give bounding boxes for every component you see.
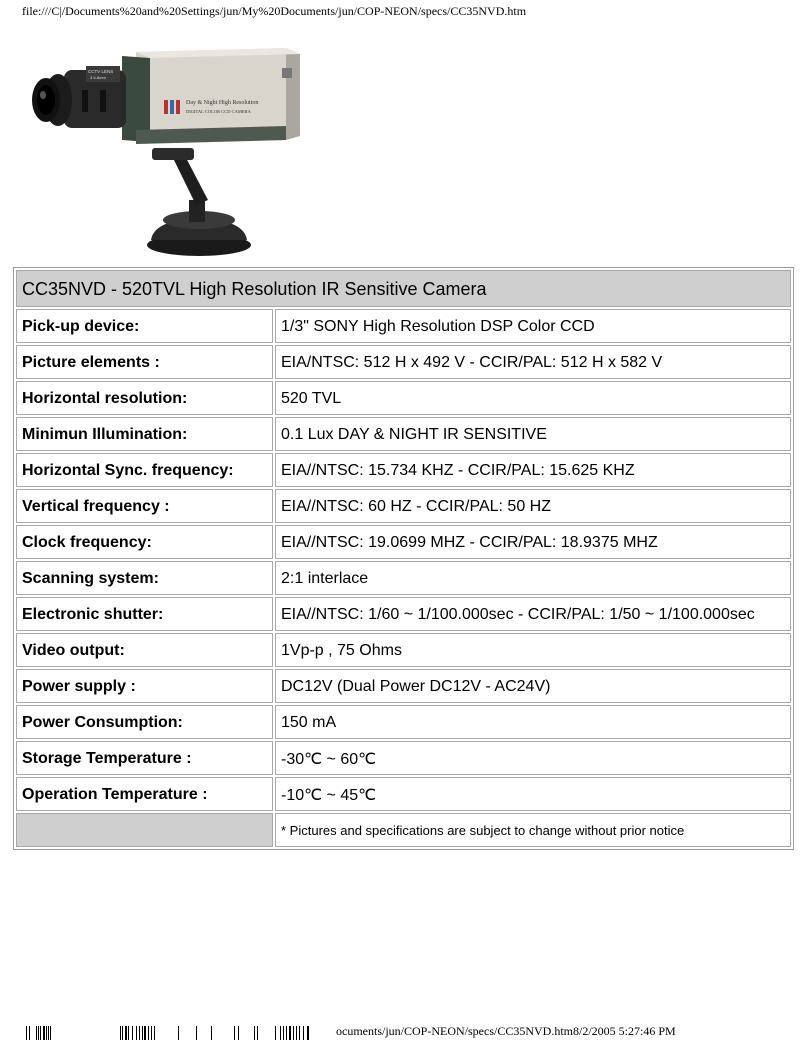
- spec-label: Electronic shutter:: [16, 597, 273, 631]
- spec-value: EIA/NTSC: 512 H x 492 V - CCIR/PAL: 512 H x 582 V: [275, 345, 791, 379]
- footer-url-timestamp: ocuments/jun/COP-NEON/specs/CC35NVD.htm8/2/2005 5:27:46 PM: [336, 1024, 676, 1038]
- table-row: [16, 633, 791, 667]
- table-row: [16, 309, 791, 343]
- table-row: [16, 741, 791, 775]
- camera-product-image: [24, 40, 324, 260]
- barcode-image: [26, 1026, 326, 1040]
- spec-value: EIA//NTSC: 15.734 KHZ - CCIR/PAL: 15.625 KHZ: [275, 453, 791, 487]
- table-row: [16, 597, 791, 631]
- spec-label: Clock frequency:: [16, 525, 273, 559]
- page-footer: [26, 1024, 786, 1040]
- spec-label: Power supply :: [16, 669, 273, 703]
- spec-value: 150 mA: [275, 705, 791, 739]
- spec-label: Minimun Illumination:: [16, 417, 273, 451]
- footnote-row: [16, 813, 791, 847]
- spec-table: [13, 267, 794, 850]
- spec-label: Horizontal resolution:: [16, 381, 273, 415]
- lens-label-1: CCTV LENS: [88, 69, 114, 74]
- spec-label: Storage Temperature :: [16, 741, 273, 775]
- table-row: [16, 777, 791, 811]
- spec-label: Operation Temperature :: [16, 777, 273, 811]
- spec-label: Pick-up device:: [16, 309, 273, 343]
- camera-body-label-2: DIGITAL COLOR CCD CAMERA: [186, 109, 251, 114]
- table-row: [16, 345, 791, 379]
- lens-label-2: 3.5-8mm: [90, 75, 106, 80]
- table-row: [16, 453, 791, 487]
- spec-value: 1/3" SONY High Resolution DSP Color CCD: [275, 309, 791, 343]
- table-row: [16, 525, 791, 559]
- spec-value: EIA//NTSC: 19.0699 MHZ - CCIR/PAL: 18.9375 MHZ: [275, 525, 791, 559]
- spec-label: Vertical frequency :: [16, 489, 273, 523]
- spec-value: 520 TVL: [275, 381, 791, 415]
- spec-value: DC12V (Dual Power DC12V - AC24V): [275, 669, 791, 703]
- table-row: [16, 561, 791, 595]
- table-row: [16, 705, 791, 739]
- footnote: * Pictures and specifications are subject to change without prior notice: [275, 813, 791, 847]
- camera-body-label-1: Day & Night High Resolution: [186, 100, 259, 106]
- spec-label: Scanning system:: [16, 561, 273, 595]
- spec-label: Horizontal Sync. frequency:: [16, 453, 273, 487]
- table-title-row: [16, 270, 791, 307]
- spec-label: Picture elements :: [16, 345, 273, 379]
- table-row: [16, 669, 791, 703]
- page-url-header: file:///C|/Documents%20and%20Settings/jun/My%20Documents/jun/COP-NEON/specs/CC35NVD.htm: [22, 4, 527, 18]
- spec-label: Power Consumption:: [16, 705, 273, 739]
- spec-value: 0.1 Lux DAY & NIGHT IR SENSITIVE: [275, 417, 791, 451]
- table-row: [16, 417, 791, 451]
- spec-value: 2:1 interlace: [275, 561, 791, 595]
- spec-table-body: [16, 270, 791, 847]
- footnote-empty-cell: [16, 813, 273, 847]
- table-row: [16, 489, 791, 523]
- spec-value: EIA//NTSC: 1/60 ~ 1/100.000sec - CCIR/PAL: 1/50 ~ 1/100.000sec: [275, 597, 791, 631]
- spec-value: -30℃ ~ 60℃: [275, 741, 791, 775]
- table-row: [16, 381, 791, 415]
- spec-value: -10℃ ~ 45℃: [275, 777, 791, 811]
- spec-label: Video output:: [16, 633, 273, 667]
- spec-value: EIA//NTSC: 60 HZ - CCIR/PAL: 50 HZ: [275, 489, 791, 523]
- spec-value: 1Vp-p , 75 Ohms: [275, 633, 791, 667]
- table-title: CC35NVD - 520TVL High Resolution IR Sensitive Camera: [16, 270, 791, 307]
